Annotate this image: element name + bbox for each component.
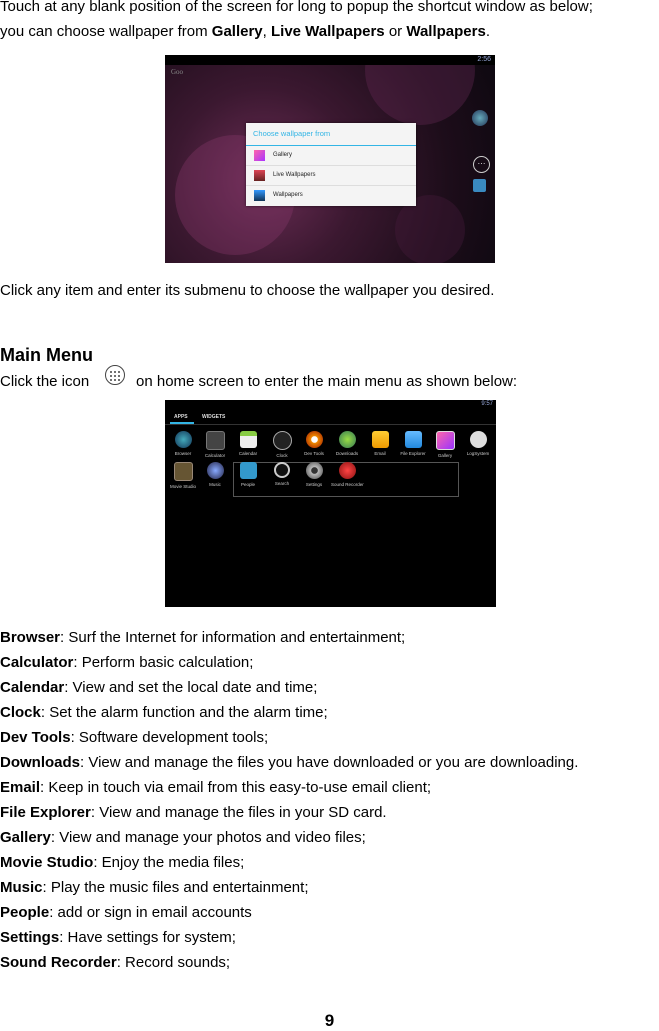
click-instruction: Click any item and enter its submenu to choose the wallpaper you desired.: [0, 282, 495, 299]
settings-icon: [306, 462, 323, 479]
desc-clock: [0, 704, 328, 722]
desc-dev-tools: [0, 729, 268, 747]
browser-icon: [175, 431, 192, 448]
desc-downloads: [0, 754, 578, 772]
intro-text: you can choose wallpaper from: [0, 23, 212, 40]
desc-people: [0, 904, 252, 922]
app-desc: : View and manage the files in your SD card.: [90, 804, 387, 821]
gear-icon: [306, 431, 323, 448]
app-label: Dev Tools: [304, 451, 324, 456]
tab-widgets[interactable]: WIDGETS: [202, 414, 226, 420]
intro-line-1: Touch at any blank position of the screen for long to popup the shortcut window as below;: [0, 0, 593, 15]
choose-wallpaper-dialog: [246, 123, 416, 206]
app-name: Calculator: [0, 654, 74, 671]
wallpapers-icon: [254, 190, 265, 201]
tab-apps[interactable]: APPS: [174, 414, 188, 420]
separator: ,: [262, 23, 271, 40]
desc-email: [0, 779, 431, 797]
divider: [165, 424, 496, 425]
bug-icon: [470, 431, 487, 448]
option-label: Wallpapers: [273, 192, 303, 198]
gallery-icon: [436, 431, 455, 450]
wallpapers-term: Wallpapers: [406, 23, 486, 40]
option-gallery[interactable]: [246, 146, 416, 166]
app-label: Browser: [174, 451, 192, 456]
desc-browser: [0, 629, 405, 647]
page-number: 9: [324, 1011, 335, 1030]
app-gallery[interactable]: [429, 431, 461, 458]
calendar-icon: [240, 431, 257, 448]
app-desc: : Have settings for system;: [59, 929, 236, 946]
click-icon-text-a: Click the icon: [0, 373, 90, 390]
app-logsystem[interactable]: [462, 431, 494, 456]
app-movie-studio[interactable]: [167, 462, 199, 489]
app-email[interactable]: [364, 431, 396, 456]
gallery-term: Gallery: [211, 23, 263, 40]
app-label: Gallery: [437, 453, 453, 458]
app-browser[interactable]: [167, 431, 199, 456]
app-desc: : Software development tools;: [70, 729, 269, 746]
app-label: Email: [374, 451, 386, 456]
live-wallpapers-term: Live Wallpapers: [271, 23, 385, 40]
desc-sound-recorder: [0, 954, 230, 972]
desc-calendar: [0, 679, 317, 697]
option-live-wallpapers[interactable]: [246, 166, 416, 186]
apps-icon[interactable]: ⋯: [473, 156, 490, 173]
app-people[interactable]: [232, 462, 264, 487]
app-name: Downloads: [0, 754, 81, 771]
app-name: Movie Studio: [0, 854, 94, 871]
app-desc: : Keep in touch via email from this easy-to-use email client;: [40, 779, 432, 796]
click-icon-text-b: on home screen to enter the main menu as shown below:: [136, 373, 518, 390]
app-settings[interactable]: [298, 462, 330, 487]
apps-drawer-screenshot: [165, 400, 496, 607]
app-downloads[interactable]: [331, 431, 363, 456]
app-label: Clock: [276, 453, 288, 458]
period: .: [485, 23, 490, 40]
status-bar: [165, 55, 495, 65]
option-wallpapers[interactable]: [246, 186, 416, 205]
globe-icon[interactable]: [472, 110, 488, 126]
app-search[interactable]: [266, 462, 298, 486]
film-icon: [174, 462, 193, 481]
app-desc: : Play the music files and entertainment;: [42, 879, 309, 896]
clock-icon: [273, 431, 292, 450]
app-name: People: [0, 904, 50, 921]
separator: or: [384, 23, 407, 40]
desc-music: [0, 879, 308, 897]
app-label: Movie Studio: [169, 484, 196, 489]
app-sound-recorder[interactable]: [331, 462, 363, 487]
app-desc: : add or sign in email accounts: [49, 904, 252, 921]
app-name: Email: [0, 779, 41, 796]
app-desc: : Surf the Internet for information and entertainment;: [60, 629, 406, 646]
download-icon: [339, 431, 356, 448]
music-icon: [207, 462, 224, 479]
app-name: Dev Tools: [0, 729, 71, 746]
app-name: Calendar: [0, 679, 65, 696]
desc-movie-studio: [0, 854, 244, 872]
microphone-icon: [339, 462, 356, 479]
app-desc: : Enjoy the media files;: [93, 854, 245, 871]
app-label: File Explorer: [400, 451, 426, 456]
app-desc: : View and manage the files you have downloaded or you are downloading.: [80, 754, 579, 771]
app-name: Browser: [0, 629, 61, 646]
app-desc: : View and set the local date and time;: [64, 679, 318, 696]
wallpaper-decoration: [365, 55, 475, 125]
apps-grid-icon: [105, 365, 125, 385]
app-desc: : View and manage your photos and video files;: [50, 829, 366, 846]
desc-file-explorer: [0, 804, 387, 822]
app-calendar[interactable]: [232, 431, 264, 456]
app-label: Calendar: [238, 451, 258, 456]
google-search-label: Goo: [171, 68, 184, 76]
app-name: Settings: [0, 929, 60, 946]
app-file-explorer[interactable]: [397, 431, 429, 456]
app-name: Music: [0, 879, 43, 896]
dialog-title: Choose wallpaper from: [246, 123, 416, 146]
desc-settings: [0, 929, 236, 947]
app-clock[interactable]: [266, 431, 298, 458]
app-name: File Explorer: [0, 804, 91, 821]
desc-gallery: [0, 829, 366, 847]
search-icon: [274, 462, 290, 478]
gallery-icon: [254, 150, 265, 161]
app-name: Sound Recorder: [0, 954, 117, 971]
app-label: Calculator: [204, 453, 226, 458]
desc-calculator: [0, 654, 253, 672]
option-label: Gallery: [273, 152, 293, 158]
live-wallpaper-icon: [254, 170, 265, 181]
app-label: Search: [274, 481, 290, 486]
app-music[interactable]: [199, 462, 231, 487]
folder-icon: [405, 431, 422, 448]
wallpaper-dialog-screenshot: [165, 55, 495, 263]
email-icon: [372, 431, 389, 448]
app-desc: : Perform basic calculation;: [73, 654, 254, 671]
person-icon: [240, 462, 257, 479]
app-desc: : Record sounds;: [116, 954, 231, 971]
app-name: Gallery: [0, 829, 51, 846]
app-label: People: [240, 482, 255, 487]
app-label: LogSystem: [466, 451, 490, 456]
option-label: Live Wallpapers: [273, 172, 316, 178]
app-label: Downloads: [335, 451, 359, 456]
app-label: Settings: [305, 482, 323, 487]
calculator-icon: [206, 431, 225, 450]
intro-line-2: [0, 23, 490, 41]
app-label: Sound Recorder: [331, 482, 364, 487]
status-time: 2:56: [477, 56, 491, 63]
section-heading: Main Menu: [0, 345, 93, 365]
app-label: Music: [209, 482, 221, 487]
app-dev-tools[interactable]: [298, 431, 330, 456]
status-bar: [165, 400, 496, 409]
app-name: Clock: [0, 704, 41, 721]
app-calculator[interactable]: [199, 431, 231, 458]
status-time: 9:57: [481, 401, 493, 407]
app-desc: : Set the alarm function and the alarm time;: [40, 704, 328, 721]
app-shortcut-icon[interactable]: [473, 179, 486, 192]
